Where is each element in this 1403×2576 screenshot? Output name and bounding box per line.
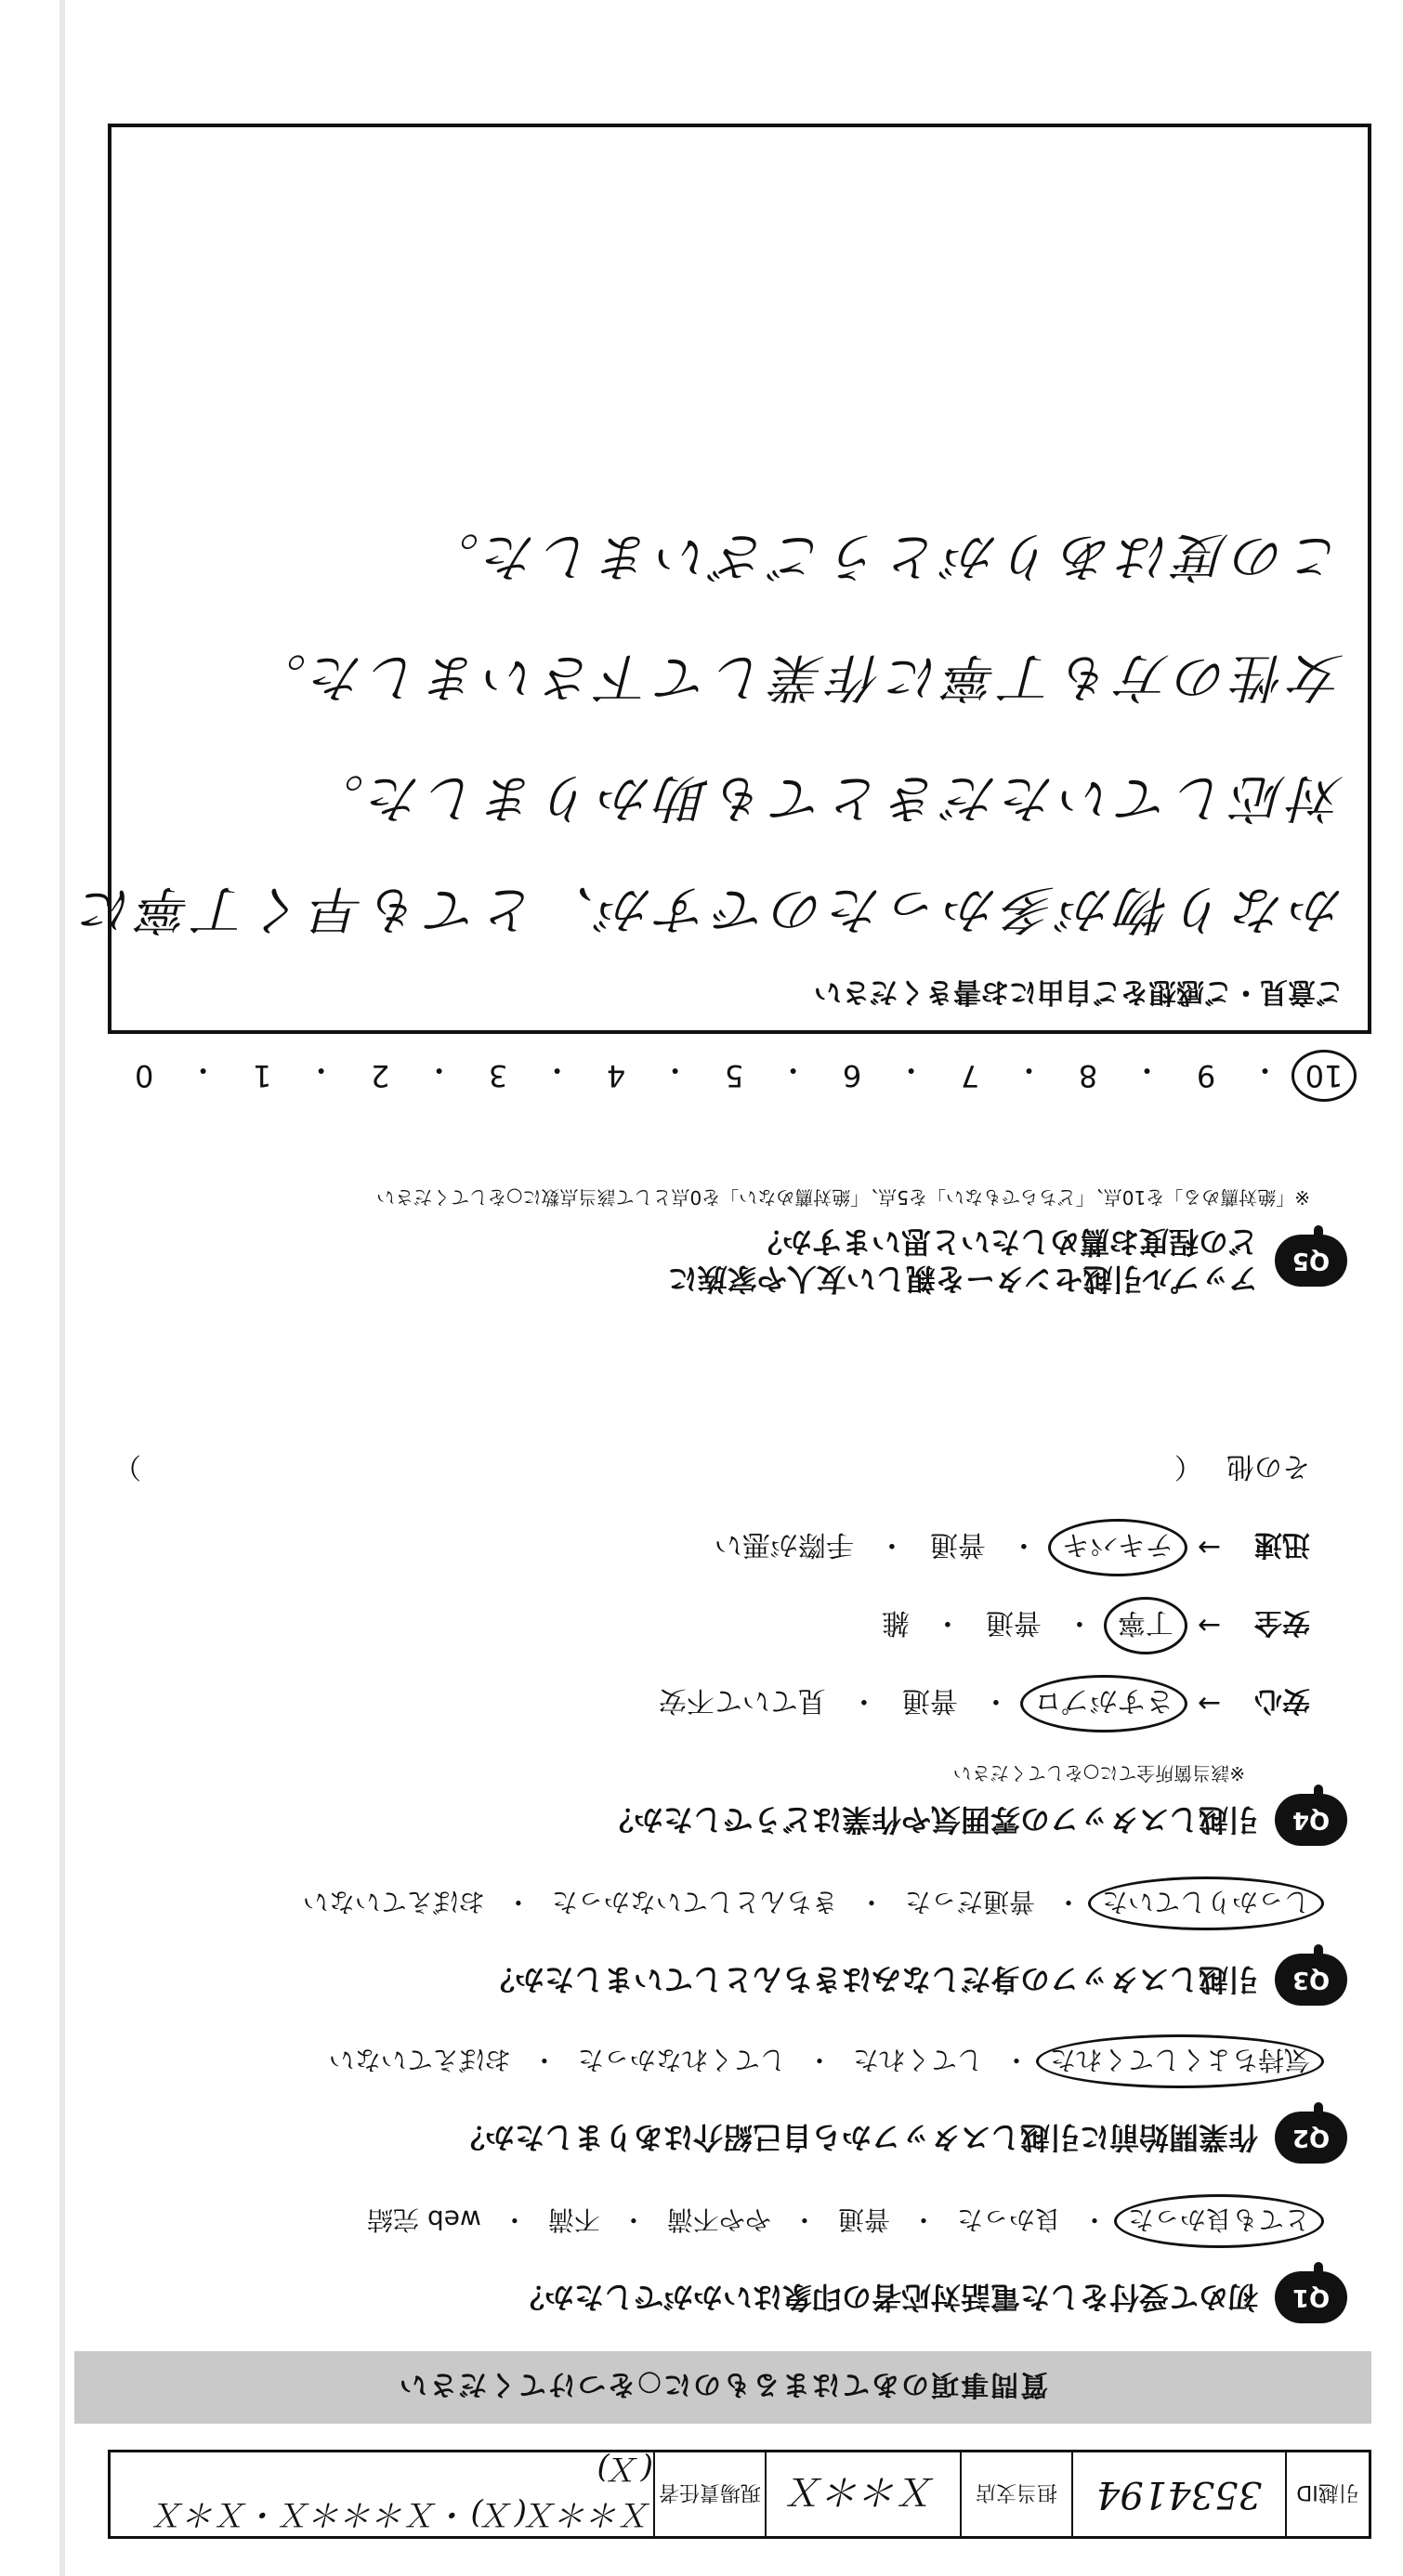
- q2-option-0[interactable]: 気持ちよくしてくれた: [1036, 2034, 1324, 2088]
- id-value-cell: [1071, 2452, 1285, 2536]
- q1-option-5[interactable]: web 完結: [367, 2204, 481, 2235]
- question-2: [84, 2043, 1347, 2164]
- id-value: 3534194: [1095, 2473, 1263, 2516]
- leader-label: 現場責任者: [659, 2480, 762, 2504]
- q4-row-2-option-2[interactable]: 手際が悪い: [714, 1528, 854, 1561]
- q1-option-4[interactable]: 不満: [547, 2204, 600, 2235]
- q3-text: 引越しスタッフの身だしなみはきちんとしていましたか？: [484, 1962, 1258, 1997]
- q4-row-2-key: 迅速: [1254, 1528, 1310, 1561]
- q1-text: 初めて受付をした電話対応者の印象はいかがでしたか？: [514, 2280, 1258, 2315]
- q5-score-9[interactable]: 9: [1196, 1058, 1216, 1093]
- q5-badge: Q5: [1275, 1235, 1347, 1287]
- comment-line-4: この度はありがとうございました。: [422, 526, 1344, 586]
- q4-other-row: [84, 1449, 1310, 1490]
- q5-score-10[interactable]: 10: [1292, 1050, 1357, 1102]
- question-1: [84, 2203, 1347, 2323]
- q4-row-anshin: 安心 → さすがプロ ・ 普通 ・ 見ていて不安: [84, 1683, 1310, 1724]
- branch-label-cell: [960, 2452, 1071, 2536]
- q1-option-0[interactable]: とても良かった: [1114, 2194, 1324, 2248]
- q5-score-4[interactable]: 4: [606, 1058, 626, 1093]
- q4-badge: Q4: [1275, 1794, 1347, 1846]
- q2-option-1[interactable]: してくれた: [852, 2045, 983, 2075]
- q5-score-0[interactable]: 0: [134, 1058, 154, 1093]
- comment-line-1: かなり物が多かったのですが、とても早く丁寧に: [76, 879, 1344, 939]
- q2-badge: Q2: [1275, 2112, 1347, 2164]
- q3-options: しっかりしていた ・ 普通だった ・ きちんとしていなかった ・ おぼえていない: [84, 1885, 1310, 1922]
- q1-option-2[interactable]: 普通: [837, 2204, 890, 2235]
- q4-other-label: その他: [1226, 1450, 1310, 1483]
- q4-row-1-option-1[interactable]: 普通: [985, 1606, 1042, 1639]
- q1-badge: Q1: [1275, 2271, 1347, 2323]
- question-3: [84, 1885, 1347, 2006]
- q5-score-1[interactable]: 1: [252, 1058, 272, 1093]
- header-table: [108, 2450, 1371, 2539]
- q5-score-6[interactable]: 6: [842, 1058, 862, 1093]
- q5-text-line1: アップル引越センターを親しい友人や家族に: [667, 1262, 1258, 1297]
- q3-option-0[interactable]: しっかりしていた: [1088, 1876, 1324, 1930]
- q4-other-paren-open: （: [1174, 1450, 1202, 1483]
- q4-row-2-option-1[interactable]: 普通: [929, 1528, 986, 1561]
- q4-row-jinsoku: 迅速 → テキパキ ・ 普通 ・ 手際が悪い: [84, 1527, 1310, 1568]
- banner-text: 質問事項のあてはまるものに○をつけてください: [397, 2368, 1049, 2400]
- q4-row-0-option-2[interactable]: 見ていて不安: [658, 1684, 826, 1717]
- q4-row-anzen: 安全 → 丁寧 ・ 普通 ・ 雑: [84, 1605, 1310, 1646]
- q4-row-1-key: 安全: [1254, 1606, 1310, 1639]
- comment-title: ご意見・ご感想をご自由にお書きください: [814, 975, 1344, 1008]
- q4-other-paren-close: ）: [113, 1450, 141, 1483]
- q3-badge: Q3: [1275, 1954, 1347, 2006]
- q2-text: 作業開始前に引越しスタッフから自己紹介はありましたか？: [454, 2120, 1258, 2155]
- q1-option-1[interactable]: 良かった: [956, 2204, 1061, 2235]
- q4-note: ※該当箇所全てに○をしてください: [952, 1762, 1245, 1785]
- branch-label: 担当支店: [976, 2480, 1058, 2504]
- q3-option-2[interactable]: きちんとしていなかった: [551, 1887, 838, 1917]
- comment-line-3: 女性の方も丁寧に作業して下さいました。: [249, 647, 1344, 707]
- page-edge: [59, 0, 65, 2576]
- q3-option-1[interactable]: 普通だった: [904, 1887, 1035, 1917]
- q2-options: 気持ちよくしてくれた ・ してくれた ・ してくれなかった ・ おぼえていない: [84, 2043, 1310, 2080]
- question-4: [84, 1449, 1347, 1846]
- q5-score-7[interactable]: 7: [960, 1058, 980, 1093]
- q4-row-2-option-0[interactable]: テキパキ: [1048, 1519, 1187, 1576]
- branch-value-cell: [765, 2452, 960, 2536]
- comment-line-2: 対応していただきとても助かりました。: [307, 767, 1344, 828]
- question-5: [84, 1185, 1347, 1298]
- q1-options: とても良かった ・ 良かった ・ 普通 ・ やや不満 ・ 不満 ・ web 完結: [84, 2203, 1310, 2240]
- q3-option-3[interactable]: おぼえていない: [302, 1887, 485, 1917]
- q5-score-3[interactable]: 3: [488, 1058, 508, 1093]
- q4-row-0-option-1[interactable]: 普通: [901, 1684, 958, 1717]
- id-label: 引越ID: [1296, 2480, 1359, 2504]
- q5-score-8[interactable]: 8: [1078, 1058, 1098, 1093]
- branch-value: Ｘ＊＊Ｘ: [789, 2469, 938, 2513]
- q4-row-0-option-0[interactable]: さすがプロ: [1020, 1675, 1187, 1733]
- q4-row-1-option-2[interactable]: 雑: [881, 1606, 910, 1639]
- q5-score-5[interactable]: 5: [724, 1058, 744, 1093]
- q5-note: ※「絶対薦める」を10点、「どちらでもない」を5点、「絶対薦めない」を0点として該当点数に○をしてください: [376, 1186, 1310, 1209]
- q4-text: 引越しスタッフの雰囲気や作業はどうでしたか？: [603, 1802, 1258, 1837]
- q2-option-3[interactable]: おぼえていない: [328, 2045, 511, 2075]
- id-label-cell: [1285, 2452, 1369, 2536]
- q2-option-2[interactable]: してくれなかった: [577, 2045, 786, 2075]
- q5-scale: 10 ・ 9 ・ 8 ・ 7 ・ 6 ・ 5 ・ 4 ・ 3 ・ 2 ・ 1 ・ 0: [121, 1051, 1347, 1093]
- leader-value-cell: [111, 2452, 653, 2536]
- q4-row-0-key: 安心: [1254, 1684, 1310, 1717]
- q5-score-2[interactable]: 2: [370, 1058, 390, 1093]
- q1-option-3[interactable]: やや不満: [666, 2204, 771, 2235]
- instruction-banner: [74, 2351, 1371, 2424]
- leader-label-cell: [653, 2452, 765, 2536]
- q4-row-1-option-0[interactable]: 丁寧: [1104, 1597, 1187, 1654]
- leader-value: Ｘ＊＊Ｘ(Ｘ)・Ｘ＊＊＊Ｘ・Ｘ＊Ｘ(Ｘ): [154, 2450, 653, 2532]
- q5-text-line2: どの程度お薦めしたいと思いますか？: [752, 1224, 1258, 1260]
